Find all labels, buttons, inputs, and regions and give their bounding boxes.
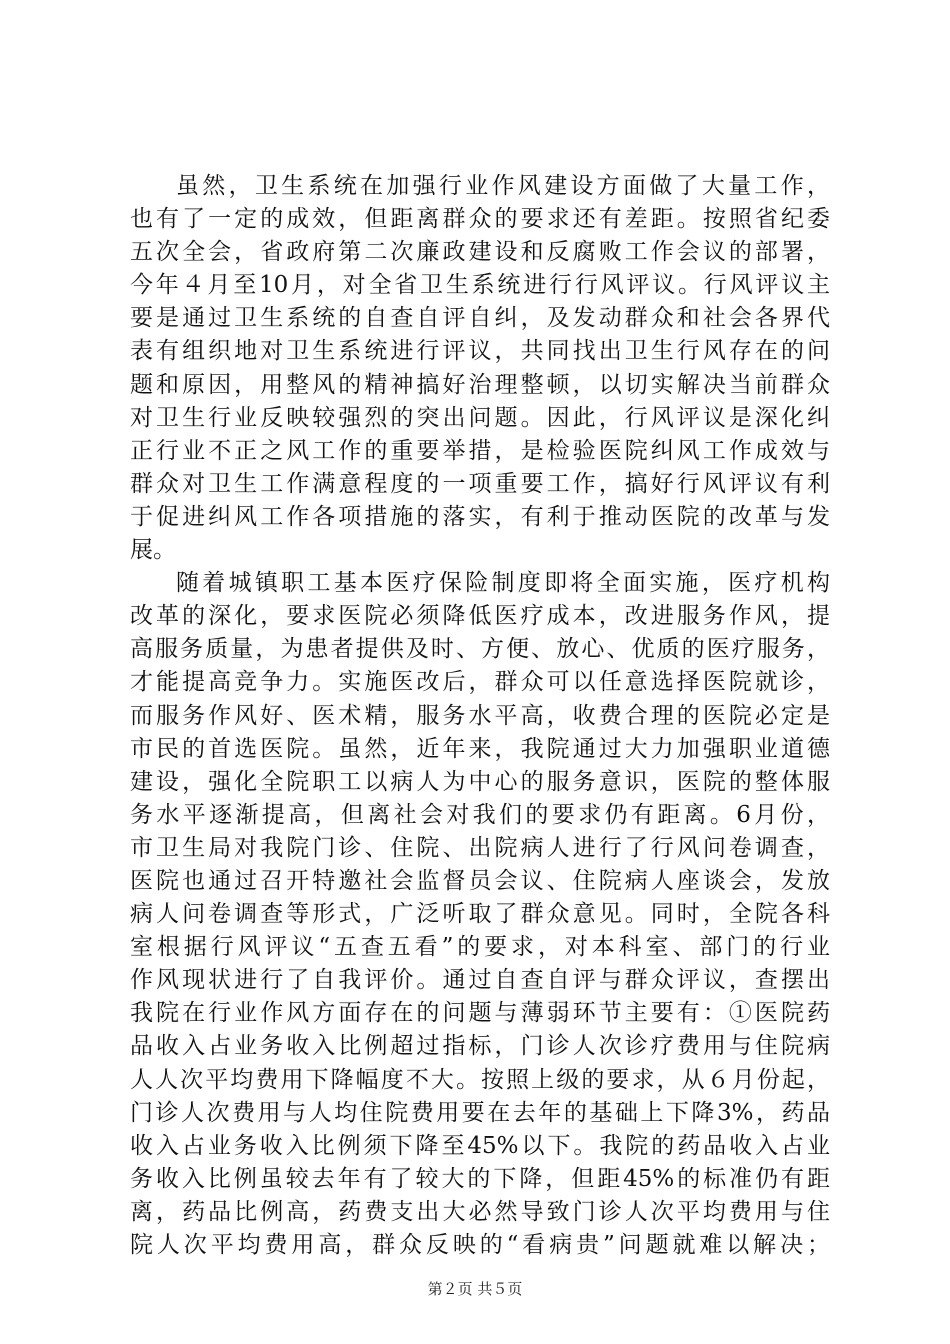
paragraph-1-line-6: 表有组织地对卫生系统进行评议，共同找出卫生行风存在的问: [130, 338, 830, 365]
paragraph-1-line-9: 正行业不正之风工作的重要举措，是检验医院纠风工作成效与: [130, 437, 830, 464]
paragraph-2-line-4: 才能提高竞争力。实施医改后，群众可以任意选择医院就诊，: [130, 669, 830, 696]
paragraph-2-line-19: 务收入比例虽较去年有了较大的下降，但距45%的标准仍有距: [130, 1165, 830, 1192]
paragraph-1-line-2: 也有了一定的成效，但距离群众的要求还有差距。按照省纪委: [130, 206, 830, 233]
paragraph-1-line-3: 五次全会，省政府第二次廉政建设和反腐败工作会议的部署，: [130, 239, 830, 266]
paragraph-2-line-7: 建设，强化全院职工以病人为中心的服务意识，医院的整体服: [130, 768, 830, 795]
paragraph-1-line-11: 于促进纠风工作各项措施的落实，有利于推动医院的改革与发: [130, 503, 830, 530]
paragraph-2-line-3: 高服务质量，为患者提供及时、方便、放心、优质的医疗服务，: [130, 636, 830, 663]
paragraph-2-line-1: 随着城镇职工基本医疗保险制度即将全面实施，医疗机构: [176, 570, 830, 597]
paragraph-2-line-14: 我院在行业作风方面存在的问题与薄弱环节主要有：①医院药: [130, 1000, 830, 1027]
paragraph-2-line-9: 市卫生局对我院门诊、住院、出院病人进行了行风问卷调查，: [130, 834, 830, 861]
paragraph-2-line-12: 室根据行风评议“五查五看”的要求，对本科室、部门的行业: [130, 934, 830, 961]
paragraph-1-line-1: 虽然，卫生系统在加强行业作风建设方面做了大量工作，: [176, 173, 830, 199]
paragraph-1-line-5: 要是通过卫生系统的自查自评自纠，及发动群众和社会各界代: [130, 305, 830, 332]
paragraph-1-line-8: 对卫生行业反映较强烈的突出问题。因此，行风评议是深化纠: [130, 404, 830, 431]
paragraph-2-line-18: 收入占业务收入比例须下降至45%以下。我院的药品收入占业: [130, 1132, 830, 1159]
paragraph-2-line-5: 而服务作风好、医术精，服务水平高，收费合理的医院必定是: [130, 702, 830, 729]
paragraph-1-line-10: 群众对卫生工作满意程度的一项重要工作，搞好行风评议有利: [130, 470, 830, 497]
paragraph-2-line-10: 医院也通过召开特邀社会监督员会议、住院病人座谈会，发放: [130, 867, 830, 894]
paragraph-2-line-17: 门诊人次费用与人均住院费用要在去年的基础上下降3%，药品: [130, 1099, 830, 1126]
paragraph-2-line-8: 务水平逐渐提高，但离社会对我们的要求仍有距离。6月份，: [130, 801, 830, 828]
paragraph-2-line-15: 品收入占业务收入比例超过指标，门诊人次诊疗费用与住院病: [130, 1033, 830, 1060]
paragraph-2-line-20: 离，药品比例高，药费支出大必然导致门诊人次平均费用与住: [130, 1198, 830, 1225]
paragraph-2-line-13: 作风现状进行了自我评价。通过自查自评与群众评议，查摆出: [130, 967, 830, 994]
page-footer: 第２页 共５页: [427, 1280, 523, 1298]
paragraph-2-line-21: 院人次平均费用高，群众反映的“看病贵”问题就难以解决；: [130, 1232, 830, 1258]
paragraph-2-line-6: 市民的首选医院。虽然，近年来，我院通过大力加强职业道德: [130, 735, 830, 762]
paragraph-1-line-12: 展。: [130, 537, 176, 564]
document-body: [130, 170, 830, 1262]
paragraph-1-line-4: 今年４月至10月，对全省卫生系统进行行风评议。行风评议主: [130, 272, 830, 299]
paragraph-2-line-2: 改革的深化，要求医院必须降低医疗成本，改进服务作风，提: [130, 603, 830, 630]
paragraph-2-line-11: 病人问卷调查等形式，广泛听取了群众意见。同时，全院各科: [130, 901, 830, 928]
paragraph-1-line-7: 题和原因，用整风的精神搞好治理整顿，以切实解决当前群众: [130, 371, 830, 398]
paragraph-2-line-16: 人人次平均费用下降幅度不大。按照上级的要求，从６月份起，: [130, 1066, 830, 1093]
